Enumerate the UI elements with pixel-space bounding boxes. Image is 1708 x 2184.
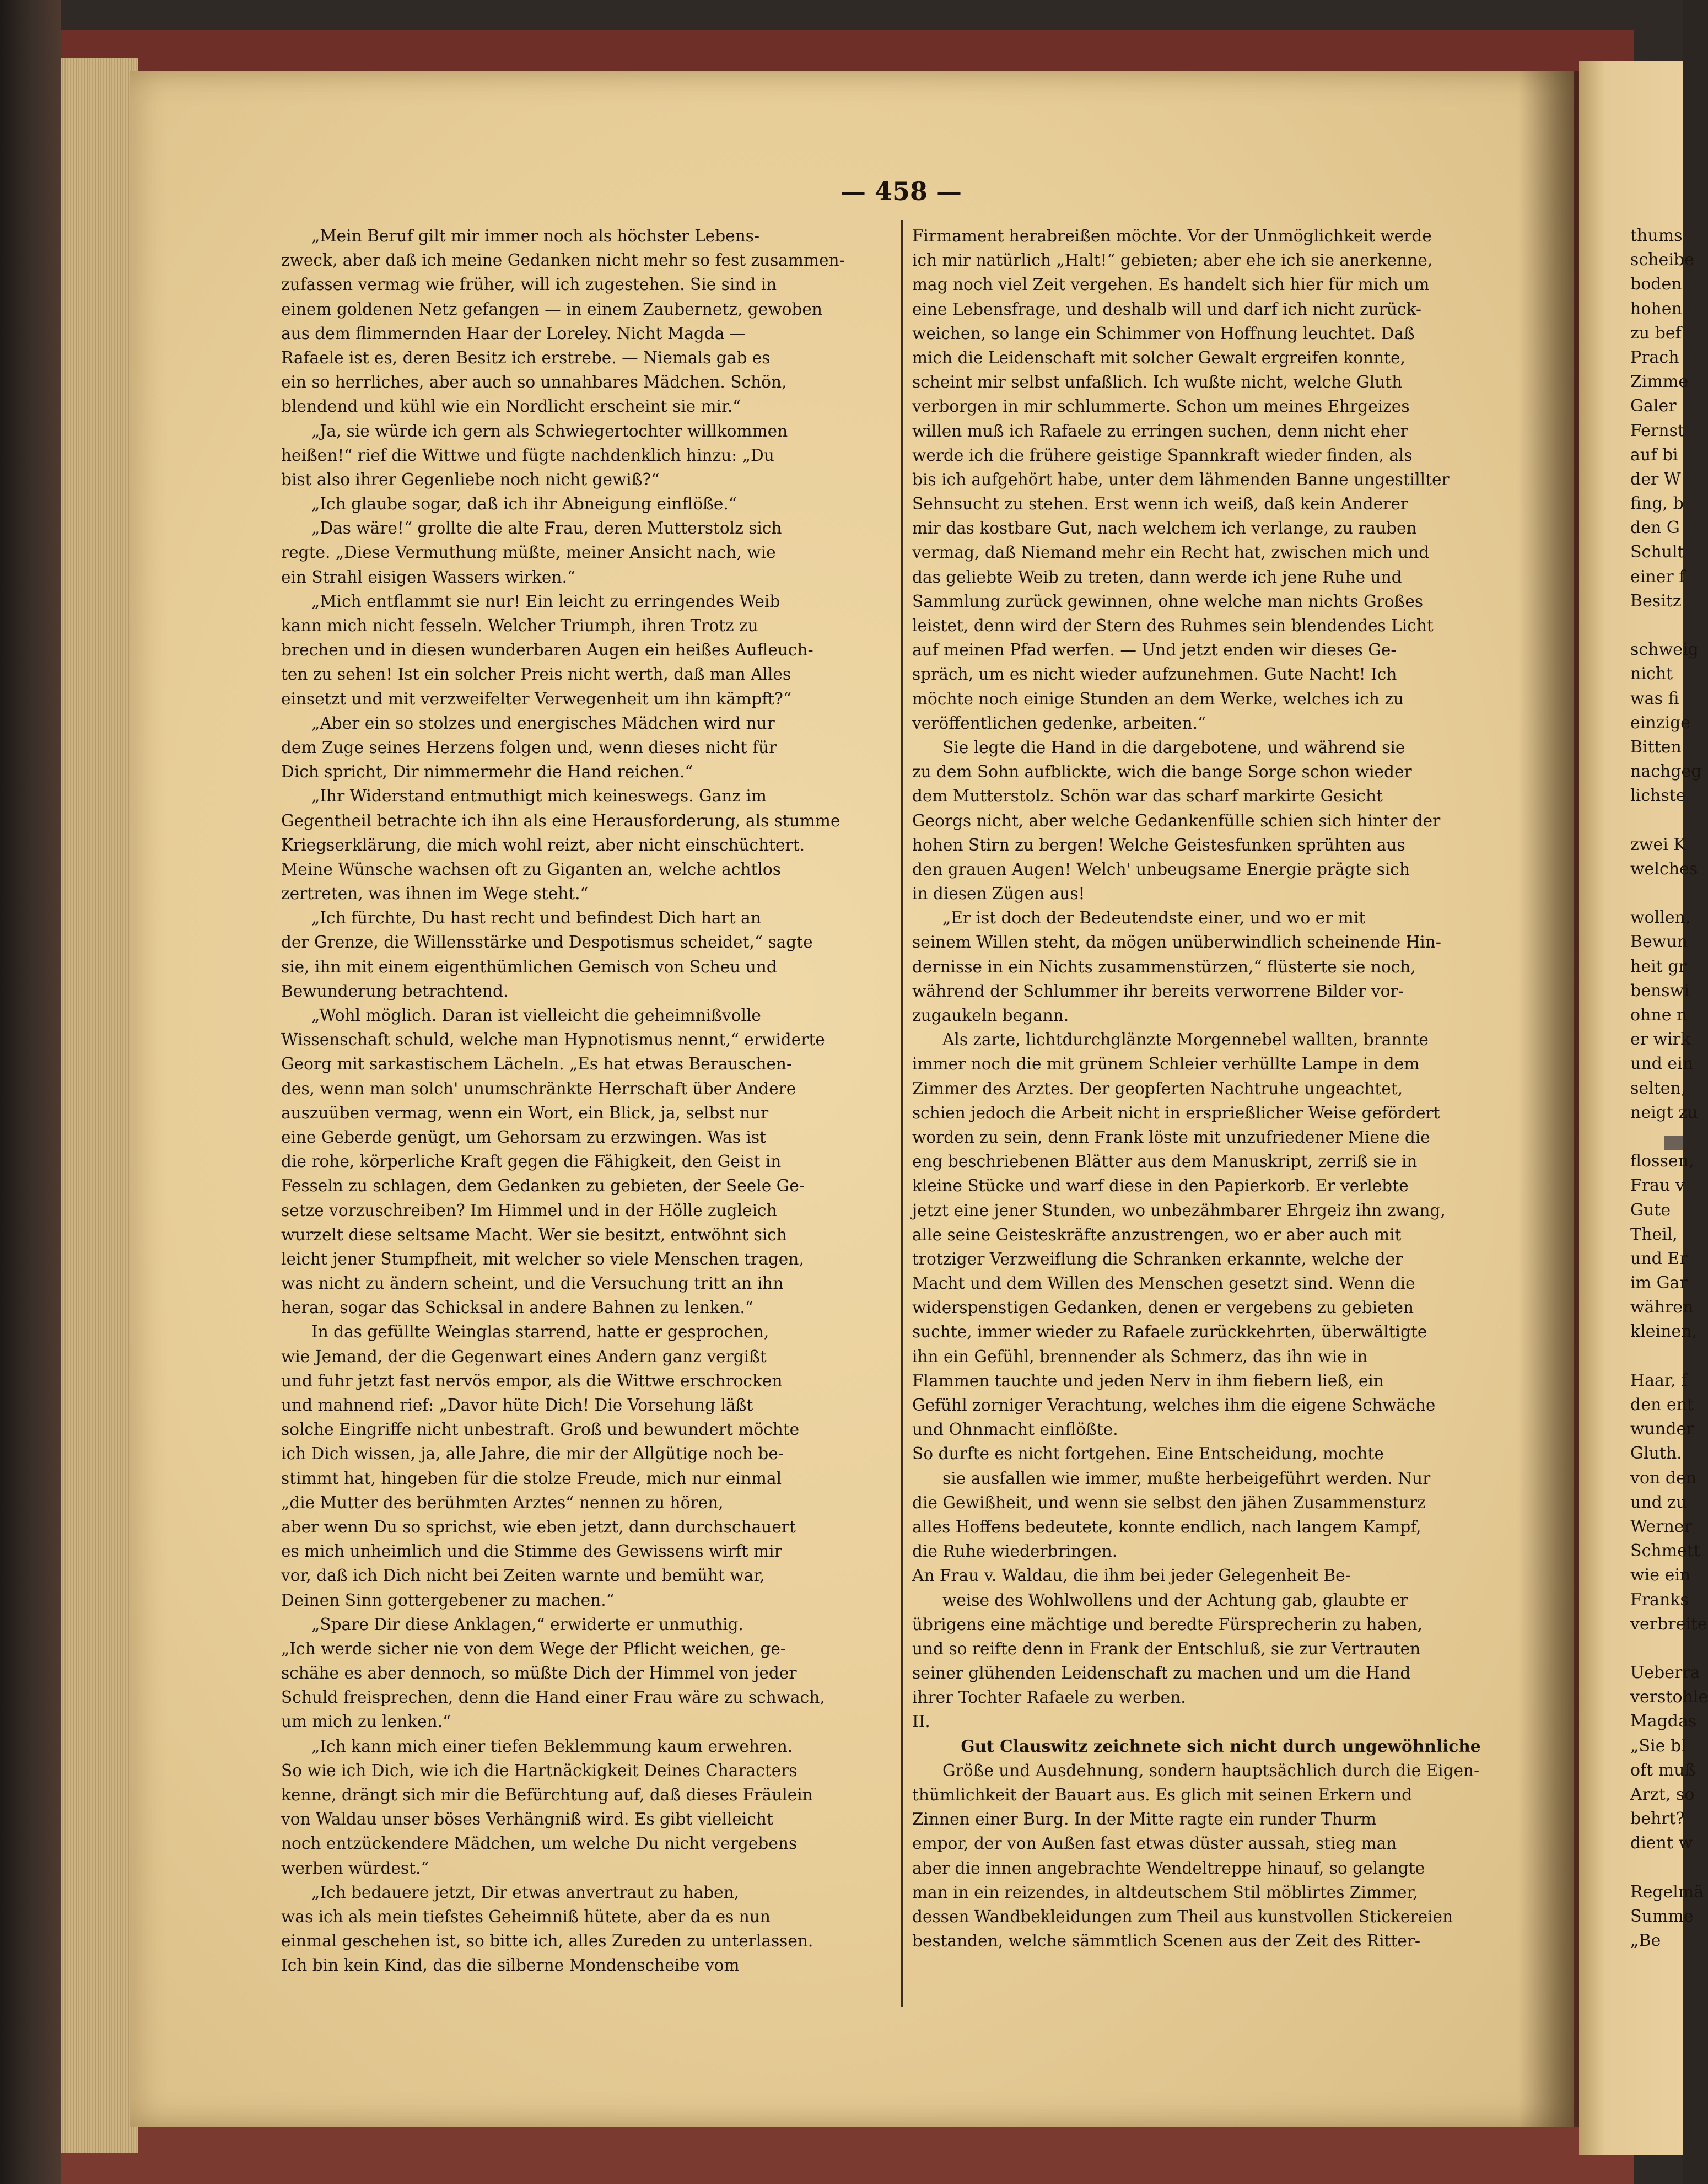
text-line: So wie ich Dich, wie ich die Hartnäckigkeit Deines Characters	[281, 1761, 798, 1780]
page-tab-marker	[1664, 1136, 1683, 1150]
text-line: „Ihr Widerstand entmuthigt mich keineswegs. Ganz im	[311, 787, 767, 806]
text-line: Schmett	[1630, 1541, 1700, 1561]
text-line: thums	[1630, 226, 1683, 245]
text-line: mir das kostbare Gut, nach welchem ich verlange, zu rauben	[912, 519, 1417, 538]
text-line: Sammlung zurück gewinnen, ohne welche man nichts Großes	[912, 591, 1424, 611]
text-line: Summe	[1630, 1906, 1694, 1926]
text-line: ein Strahl eisigen Wassers wirken.“	[281, 567, 575, 587]
text-line: die Gewißheit, und wenn sie selbst den jähen Zusammensturz	[912, 1493, 1426, 1512]
text-line: schähe es aber dennoch, so müßte Dich der Himmel von jeder	[281, 1664, 797, 1683]
text-line: das geliebte Weib zu treten, dann werde ich jene Ruhe und	[912, 567, 1402, 587]
text-line: und mahnend rief: „Davor hüte Dich! Die Vorsehung läßt	[281, 1396, 753, 1414]
text-line: lichste	[1630, 786, 1686, 806]
text-line: zwei K	[1630, 835, 1686, 854]
text-line: Werner	[1630, 1516, 1692, 1536]
text-line: Zimmer des Arztes. Der geopferten Nachtruhe ungeachtet,	[912, 1079, 1403, 1098]
text-line: Flammen tauchte und jeden Nerv in ihm fiebern ließ, ein	[912, 1371, 1384, 1390]
text-line: bist also ihrer Gegenliebe noch nicht gewiß?“	[281, 470, 660, 489]
text-line: bestanden, welche sämmtlich Scenen aus der Zeit des Ritter-	[912, 1932, 1421, 1951]
text-line: die Ruhe wiederbringen.	[912, 1542, 1118, 1561]
text-line: behrt?	[1630, 1809, 1685, 1829]
text-line: hohen	[1630, 299, 1682, 319]
text-line: nicht	[1630, 664, 1673, 684]
text-line: eine Lebensfrage, und deshalb will und darf ich nicht zurück-	[912, 299, 1421, 319]
text-line: und fuhr jetzt fast nervös empor, als die Wittwe erschrocken	[281, 1371, 783, 1390]
text-line: zu dem Sohn aufblickte, wich die bange Sorge schon wieder	[912, 762, 1412, 782]
text-line: wunder	[1630, 1419, 1694, 1439]
text-line: „Mein Beruf gilt mir immer noch als höchster Lebens-	[311, 227, 759, 245]
text-line: Bewunderung betrachtend.	[281, 981, 509, 1000]
text-line	[1630, 1344, 1685, 1369]
text-line: solche Eingriffe nicht unbestraft. Groß und bewundert möchte	[281, 1420, 800, 1439]
text-line: heit gr	[1630, 956, 1687, 976]
text-line: die rohe, körperliche Kraft gegen die Fähigkeit, den Geist in	[281, 1152, 782, 1171]
text-line	[1630, 1637, 1685, 1661]
text-line: suchte, immer wieder zu Rafaele zurückkehrten, überwältigte	[912, 1322, 1427, 1342]
book-spine	[0, 0, 61, 2184]
text-line: Bitten	[1630, 737, 1682, 757]
text-line: thümlichkeit der Bauart aus. Es glich mit seinen Erkern und	[912, 1785, 1413, 1804]
text-line: Schuld freisprechen, denn die Hand einer Frau wäre zu schwach,	[281, 1688, 825, 1707]
text-line: ten zu sehen! Ist ein solcher Preis nicht werth, daß man Alles	[281, 665, 791, 684]
text-line: Franks	[1630, 1590, 1689, 1610]
text-line: „Er ist doch der Bedeutendste einer, und wo er mit	[942, 908, 1366, 928]
text-line: möchte noch einige Stunden an dem Werke, welches ich zu	[912, 689, 1404, 708]
text-line: Regelmä	[1630, 1882, 1704, 1902]
text-line: im Gar	[1630, 1273, 1688, 1293]
text-line: was nicht zu ändern scheint, und die Versuchung tritt an ihn	[281, 1274, 784, 1293]
text-line: verborgen in mir schlummerte. Schon um meines Ehrgeizes	[912, 397, 1410, 416]
text-line: So durfte es nicht fortgehen. Eine Entscheidung, mochte	[912, 1444, 1384, 1464]
text-line: seiner glühenden Leidenschaft zu machen und um die Hand	[912, 1664, 1411, 1683]
text-line: Frau v	[1630, 1176, 1685, 1196]
text-line: Ich bin kein Kind, das die silberne Mondenscheibe vom	[281, 1956, 740, 1975]
text-line: „Ich fürchte, Du hast recht und befindest Dich hart an	[311, 908, 761, 928]
text-line: In das gefüllte Weinglas starrend, hatte er gesprochen,	[311, 1322, 769, 1342]
text-line: II.	[912, 1712, 930, 1731]
text-line: Bewun	[1630, 932, 1688, 952]
text-line: um mich zu lenken.“	[281, 1712, 451, 1731]
text-line: und so reifte denn in Frank der Entschluß, sie zur Vertrauten	[912, 1639, 1421, 1658]
text-line: spräch, um es nicht wieder aufzunehmen. Gute Nacht! Ich	[912, 665, 1397, 684]
text-line: man in ein reizendes, in altdeutschem Stil möblirtes Zimmer,	[912, 1882, 1418, 1902]
text-line: Prach	[1630, 347, 1679, 367]
text-line: währen	[1630, 1298, 1694, 1317]
text-line: während der Schlummer ihr bereits verworrene Bilder vor-	[912, 981, 1404, 1000]
text-line: Meine Wünsche wachsen oft zu Giganten an, welche achtlos	[281, 859, 781, 879]
text-line: ihrer Tochter Rafaele zu werben.	[912, 1688, 1186, 1707]
text-line: empor, der von Außen fast etwas düster aussah, stieg man	[912, 1834, 1397, 1853]
text-line: es mich unheimlich und die Stimme des Gewissens wirft mir	[281, 1542, 782, 1561]
text-line: dient w	[1630, 1833, 1693, 1853]
text-line: vermag, daß Niemand mehr ein Recht hat, zwischen mich und	[912, 543, 1430, 562]
text-line: aber wenn Du so sprichst, wie eben jetzt, dann durchschauert	[281, 1517, 796, 1536]
text-line: dernisse in ein Nichts zusammenstürzen,“ flüsterte sie noch,	[912, 957, 1416, 976]
text-line: vor, daß ich Dich nicht bei Zeiten warnte und bemüht war,	[281, 1566, 765, 1585]
text-line: Sehnsucht zu stehen. Erst wenn ich weiß, daß kein Anderer	[912, 494, 1409, 514]
text-line: Magdas	[1630, 1712, 1697, 1731]
text-line: welches	[1630, 859, 1698, 879]
text-line: werben würdest.“	[281, 1858, 429, 1878]
text-line: eng beschriebenen Blätter aus dem Manuskript, zerriß sie in	[912, 1152, 1418, 1171]
text-line: Gute	[1630, 1200, 1671, 1220]
text-line: neigt zu	[1630, 1102, 1698, 1122]
text-line: Deinen Sinn gottergebener zu machen.“	[281, 1590, 615, 1610]
text-line: nachgeg	[1630, 762, 1702, 782]
facing-page-text	[1630, 224, 1708, 2015]
text-line: selten,	[1630, 1078, 1687, 1098]
text-line: aus dem flimmernden Haar der Loreley. Nicht Magda —	[281, 324, 746, 343]
text-line: dem Zuge seines Herzens folgen und, wenn dieses nicht für	[281, 738, 777, 757]
text-line: und zu	[1630, 1492, 1687, 1512]
text-line: verstohle	[1630, 1687, 1708, 1707]
text-line: boden	[1630, 275, 1682, 294]
text-line: ihn ein Gefühl, brennender als Schmerz, das ihn wie in	[912, 1347, 1368, 1366]
text-line: zertreten, was ihnen im Wege steht.“	[281, 884, 589, 903]
text-line: ohne n	[1630, 1005, 1688, 1025]
text-line: zweck, aber daß ich meine Gedanken nicht mehr so fest zusammen-	[281, 251, 845, 270]
text-line: ich Dich wissen, ja, alle Jahre, die mir der Allgütige noch be-	[281, 1444, 784, 1464]
text-line: Fernst	[1630, 421, 1685, 440]
text-line: von den	[1630, 1468, 1697, 1488]
text-line: noch entzückendere Mädchen, um welche Du nicht vergebens	[281, 1834, 798, 1853]
left-text-column	[281, 224, 898, 2010]
text-line: kleine Stücke und warf diese in den Papierkorb. Er verlebte	[912, 1176, 1409, 1196]
text-line: alles Hoffens bedeutete, konnte endlich, nach langem Kampf,	[912, 1517, 1421, 1536]
text-line: Besitz	[1630, 591, 1682, 611]
text-line: der Grenze, die Willensstärke und Despotismus scheidet,“ sagte	[281, 933, 813, 952]
text-line: kenne, drängt sich mir die Befürchtung auf, daß dieses Fräulein	[281, 1785, 813, 1804]
text-line: ich mir natürlich „Halt!“ gebieten; aber ehe ich sie anerkenne,	[912, 251, 1433, 270]
text-line: kann mich nicht fesseln. Welcher Triumph, ihren Trotz zu	[281, 616, 758, 635]
text-line: wie ein	[1630, 1566, 1691, 1585]
text-line: wie Jemand, der die Gegenwart eines Andern ganz vergißt	[281, 1347, 767, 1366]
text-line: Georg mit sarkastischem Lächeln. „Es hat etwas Berauschen-	[281, 1055, 792, 1074]
text-line: auf bi	[1630, 445, 1678, 465]
text-line: und ein	[1630, 1054, 1694, 1074]
text-line: auf meinen Pfad werfen. — Und jetzt enden wir dieses Ge-	[912, 641, 1397, 660]
text-line: Dich spricht, Dir nimmermehr die Hand reichen.“	[281, 762, 693, 782]
text-line: benswi	[1630, 981, 1689, 1000]
text-line: einsetzt und mit verzweifelter Verwegenheit um ihn kämpft?“	[281, 689, 791, 708]
text-line: „Sie bl	[1630, 1736, 1687, 1756]
text-line: Haar, f	[1630, 1370, 1688, 1390]
text-line: Zinnen einer Burg. In der Mitte ragte ein runder Thurm	[912, 1810, 1376, 1829]
text-line: Gluth.	[1630, 1444, 1682, 1464]
text-line: aber die innen angebrachte Wendeltreppe hinauf, so gelangte	[912, 1858, 1425, 1878]
text-line: „Ja, sie würde ich gern als Schwiegertochter willkommen	[311, 421, 788, 440]
text-line: übrigens eine mächtige und beredte Fürsprecherin zu haben,	[912, 1615, 1423, 1634]
text-line: worden zu sein, denn Frank löste mit unzufriedener Miene die	[912, 1127, 1430, 1147]
text-line: sie, ihn mit einem eigenthümlichen Gemisch von Scheu und	[281, 957, 777, 976]
text-line: Firmament herabreißen möchte. Vor der Unmöglichkeit werde	[912, 227, 1432, 245]
text-line: heißen!“ rief die Wittwe und fügte nachdenklich hinzu: „Du	[281, 445, 774, 465]
text-line: stimmt hat, hingeben für die stolze Freude, mich nur einmal	[281, 1468, 782, 1488]
text-line: den G	[1630, 518, 1680, 538]
text-line: einzige	[1630, 713, 1691, 733]
text-line: werde ich die frühere geistige Spannkraft wieder finden, als	[912, 445, 1413, 465]
text-line: mag noch viel Zeit vergehen. Es handelt sich hier für mich um	[912, 275, 1430, 294]
text-line: dessen Wandbekleidungen zum Theil aus kunstvollen Stickereien	[912, 1907, 1453, 1926]
text-line: flossen,	[1630, 1152, 1694, 1171]
text-line: „Mich entflammt sie nur! Ein leicht zu erringendes Weib	[311, 591, 780, 611]
text-line: dem Mutterstolz. Schön war das scharf markirte Gesicht	[912, 787, 1383, 806]
text-line: Theil,	[1630, 1224, 1678, 1244]
text-line: Arzt, so	[1630, 1785, 1695, 1804]
text-line: hohen Stirn zu bergen! Welche Geistesfunken sprühten aus	[912, 835, 1405, 854]
text-line: Galer	[1630, 396, 1677, 416]
text-line: Schult	[1630, 542, 1684, 562]
text-line: Gegentheil betrachte ich ihn als eine Herausforderung, als stumme	[281, 811, 840, 830]
text-line: widerspenstigen Gedanken, denen er vergebens zu gebieten	[912, 1298, 1414, 1317]
text-line: „Aber ein so stolzes und energisches Mädchen wird nur	[311, 713, 775, 733]
text-line: „Das wäre!“ grollte die alte Frau, deren Mutterstolz sich	[311, 519, 782, 538]
page-number: — 458 —	[840, 176, 962, 206]
text-line: Größe und Ausdehnung, sondern hauptsächlich durch die Eigen-	[942, 1761, 1480, 1780]
text-line	[1630, 614, 1685, 638]
text-line: schien jedoch die Arbeit nicht in ersprießlicher Weise gefördert	[912, 1103, 1440, 1122]
text-line: und Ohnmacht einflößte.	[912, 1420, 1118, 1439]
text-line: bis ich aufgehört habe, unter dem lähmenden Banne ungestillter	[912, 470, 1450, 489]
text-line: „Ich kann mich einer tiefen Beklemmung kaum erwehren.	[311, 1736, 793, 1756]
text-line: einem goldenen Netz gefangen — in einem Zaubernetz, gewoben	[281, 299, 822, 319]
text-line: was ich als mein tiefstes Geheimniß hütete, aber da es nun	[281, 1907, 771, 1926]
text-line: Wissenschaft schuld, welche man Hypnotismus nennt,“ erwiderte	[281, 1030, 825, 1050]
text-line: Ueberra	[1630, 1663, 1700, 1683]
text-line: der W	[1630, 469, 1681, 489]
text-line: von Waldau unser böses Verhängniß wird. Es gibt vielleicht	[281, 1810, 773, 1829]
text-line: trotziger Verzweiflung die Schranken erkannte, welche der	[912, 1249, 1403, 1268]
text-line	[1630, 881, 1685, 906]
text-line: einmal geschehen ist, so bitte ich, alles Zureden zu unterlassen.	[281, 1932, 813, 1951]
text-line: mich die Leidenschaft mit solcher Gewalt ergreifen konnte,	[912, 348, 1405, 367]
text-line: eine Geberde genügt, um Gehorsam zu erzwingen. Was ist	[281, 1127, 766, 1147]
text-line: jetzt eine jener Stunden, wo unbezähmbarer Ehrgeiz ihn zwang,	[912, 1201, 1446, 1220]
text-line: seinem Willen steht, da mögen unüberwindlich scheinende Hin-	[912, 933, 1441, 952]
text-line: brechen und in diesen wunderbaren Augen ein heißes Aufleuch-	[281, 641, 813, 660]
text-line: „Ich bedauere jetzt, Dir etwas anvertraut zu haben,	[311, 1882, 740, 1902]
text-line: schweig	[1630, 640, 1699, 660]
text-line: „die Mutter des berühmten Arztes“ nennen zu hören,	[281, 1493, 724, 1512]
text-line: weichen, so lange ein Schimmer von Hoffnung leuchtet. Daß	[912, 324, 1415, 343]
text-line: weise des Wohlwollens und der Achtung gab, glaubte er	[942, 1590, 1408, 1610]
text-line: leicht jener Stumpfheit, mit welcher so viele Menschen tragen,	[281, 1249, 804, 1268]
text-line: fing, b	[1630, 494, 1684, 514]
text-line: wollen,	[1630, 908, 1691, 928]
text-line: Sie legte die Hand in die dargebotene, und während sie	[942, 738, 1405, 757]
text-line: oft muß	[1630, 1760, 1696, 1780]
text-line: wurzelt diese seltsame Macht. Wer sie besitzt, entwöhnt sich	[281, 1225, 787, 1244]
text-line: in diesen Zügen aus!	[912, 884, 1085, 903]
text-line: Gut Clauswitz zeichnete sich nicht durch ungewöhnliche	[961, 1736, 1481, 1756]
text-line: Kriegserklärung, die mich wohl reizt, aber nicht einschüchtert.	[281, 835, 805, 854]
column-divider	[901, 220, 903, 2007]
text-line: „Ich werde sicher nie von dem Wege der Pflicht weichen, ge-	[281, 1639, 786, 1658]
text-line: auszuüben vermag, wenn ein Wort, ein Blick, ja, selbst nur	[281, 1103, 769, 1122]
text-line: zufassen vermag wie früher, will ich zugestehen. Sie sind in	[281, 275, 777, 294]
text-line: zu bef	[1630, 323, 1682, 343]
text-line: blendend und kühl wie ein Nordlicht erscheint sie mir.“	[281, 397, 741, 416]
text-line: „Wohl möglich. Daran ist vielleicht die geheimnißvolle	[311, 1006, 761, 1025]
text-line: er wirk	[1630, 1030, 1691, 1050]
text-line: An Frau v. Waldau, die ihm bei jeder Gelegenheit Be-	[912, 1566, 1351, 1585]
text-line: Zimme	[1630, 372, 1689, 392]
text-line: verbreite	[1630, 1614, 1707, 1634]
text-line: setze vorzuschreiben? Im Himmel und in der Hölle zugleich	[281, 1201, 777, 1220]
text-line: „Ich glaube sogar, daß ich ihr Abneigung einflöße.“	[311, 494, 737, 514]
text-line: Rafaele ist es, deren Besitz ich erstrebe. — Niemals gab es	[281, 348, 771, 367]
text-line: regte. „Diese Vermuthung müßte, meiner Ansicht nach, wie	[281, 543, 776, 562]
text-line: Als zarte, lichtdurchglänzte Morgennebel wallten, brannte	[942, 1030, 1429, 1050]
text-line: Macht und dem Willen des Menschen gesetzt sind. Wenn die	[912, 1274, 1415, 1293]
text-line: heran, sogar das Schicksal in andere Bahnen zu lenken.“	[281, 1298, 753, 1317]
text-line: veröffentlichen gedenke, arbeiten.“	[912, 713, 1206, 733]
text-line: kleinen,	[1630, 1322, 1698, 1342]
text-line: ein so herrliches, aber auch so unnahbares Mädchen. Schön,	[281, 373, 787, 392]
text-line: den ent	[1630, 1395, 1694, 1414]
text-line	[1630, 1856, 1685, 1880]
text-line: scheint mir selbst unfaßlich. Ich wußte nicht, welche Gluth	[912, 373, 1403, 392]
right-text-column	[912, 224, 1529, 2010]
text-line: den grauen Augen! Welch' unbeugsame Energie prägte sich	[912, 859, 1410, 879]
text-line: Gefühl zorniger Verachtung, welches ihm die eigene Schwäche	[912, 1396, 1436, 1414]
text-line: einer f	[1630, 567, 1685, 587]
text-line: scheibe	[1630, 250, 1694, 270]
text-line: leistet, denn wird der Stern des Ruhmes sein blendendes Licht	[912, 616, 1434, 635]
text-line: was fi	[1630, 688, 1679, 708]
text-line: „Spare Dir diese Anklagen,“ erwiderte er unmuthig.	[311, 1615, 743, 1634]
text-line: alle seine Geisteskräfte anzustrengen, wo er aber auch mit	[912, 1225, 1402, 1244]
text-line: Georgs nicht, aber welche Gedankenfülle schien sich hinter der	[912, 811, 1441, 830]
text-line: „Be	[1630, 1931, 1661, 1951]
text-line: sie ausfallen wie immer, mußte herbeigeführt werden. Nur	[942, 1468, 1431, 1488]
text-line: und Er	[1630, 1249, 1688, 1268]
text-line: willen muß ich Rafaele zu erringen suchen, denn nicht eher	[912, 421, 1408, 440]
text-line: des, wenn man solch' unumschränkte Herrschaft über Andere	[281, 1079, 796, 1098]
text-line: zugaukeln begann.	[912, 1006, 1069, 1025]
text-line	[1630, 809, 1685, 833]
text-line: immer noch die mit grünem Schleier verhüllte Lampe in dem	[912, 1055, 1420, 1074]
page-stack-edge	[61, 58, 138, 2153]
text-line: Fesseln zu schlagen, dem Gedanken zu gebieten, der Seele Ge-	[281, 1176, 805, 1196]
